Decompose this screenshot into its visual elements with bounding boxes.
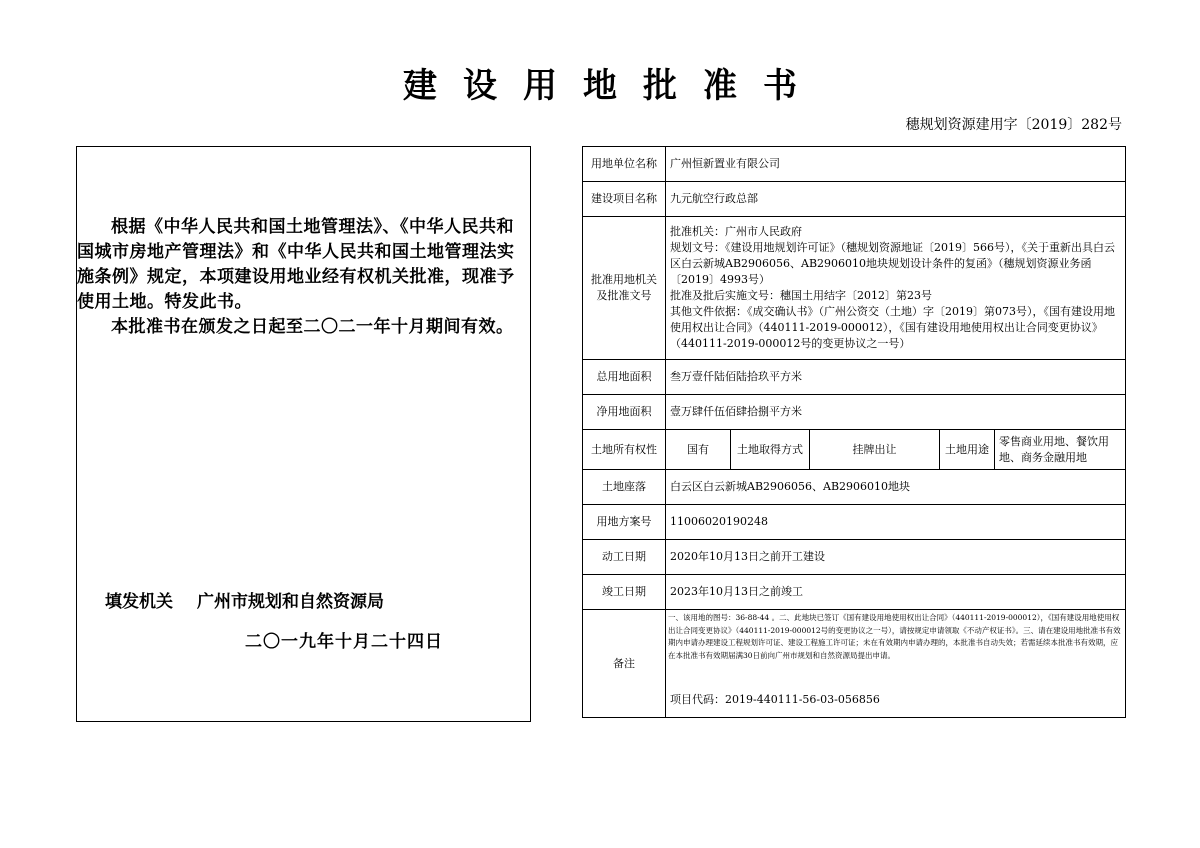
table-row — [583, 505, 1126, 540]
issuer-label: 填发机关 — [105, 592, 173, 612]
location-value: 白云区白云新城AB2906056、AB2906010地块 — [666, 470, 1126, 505]
usage-label: 土地用途 — [940, 430, 995, 470]
approval-label: 批准用地机关及批准文号 — [583, 217, 666, 360]
completion-date-label: 竣工日期 — [583, 575, 666, 610]
project-label: 建设项目名称 — [583, 182, 666, 217]
statement-paragraph-2: 本批准书在颁发之日起至二〇二一年十月期间有效。 — [111, 317, 514, 337]
planning-document-line: 规划文号：《建设用地规划许可证》（穗规划资源地证〔2019〕566号），《关于重新出具白云区白云新城AB2906056、AB2906010地块规划设计条件的复函》（穗规划资源业务函〔2019〕4993号） — [670, 241, 1115, 286]
total-area-label: 总用地面积 — [583, 360, 666, 395]
statement-paragraph-1: 根据《中华人民共和国土地管理法》、《中华人民共和国城市房地产管理法》和《中华人民共和国土地管理法实施条例》规定，本项建设用地业经有权机关批准，现准予使用土地。特发此书。 — [77, 217, 515, 312]
plan-number-value: 11006020190248 — [666, 505, 1126, 540]
land-user-value: 广州恒新置业有限公司 — [666, 147, 1126, 182]
project-code: 项目代码：2019-440111-56-03-056856 — [670, 693, 880, 706]
acquisition-value: 挂牌出让 — [810, 430, 940, 470]
issue-date: 二〇一九年十月二十四日 — [245, 632, 443, 652]
table-row — [583, 610, 1126, 718]
table-row — [583, 430, 1126, 470]
plan-number-label: 用地方案号 — [583, 505, 666, 540]
location-label: 土地座落 — [583, 470, 666, 505]
table-row — [583, 147, 1126, 182]
table-row — [583, 217, 1126, 360]
table-row — [583, 395, 1126, 430]
project-value: 九元航空行政总部 — [666, 182, 1126, 217]
issuer-name: 广州市规划和自然资源局 — [197, 592, 384, 612]
implementation-document-line: 批准及批后实施文号：穗国土用结字〔2012〕第23号 — [670, 289, 932, 302]
table-row — [583, 575, 1126, 610]
page-title: 建设用地批准书 — [403, 66, 823, 106]
land-details-table — [582, 146, 1126, 718]
acquisition-label: 土地取得方式 — [731, 430, 810, 470]
completion-date-value: 2023年10月13日之前竣工 — [666, 575, 1126, 610]
table-row — [583, 540, 1126, 575]
other-documents-line: 其他文件依据：《成交确认书》（广州公资交（土地）字〔2019〕第073号），《国有建设用地使用权出让合同》（440111-2019-000012），《国有建设用地使用权出让合同变更协议》（440111-2019-000012号的变更协议之一号） — [670, 305, 1115, 350]
table-row — [583, 360, 1126, 395]
net-area-label: 净用地面积 — [583, 395, 666, 430]
start-date-value: 2020年10月13日之前开工建设 — [666, 540, 1126, 575]
table-row — [583, 182, 1126, 217]
land-user-label: 用地单位名称 — [583, 147, 666, 182]
notes-label: 备注 — [583, 610, 666, 718]
notes-cell — [666, 610, 1126, 718]
table-row — [583, 470, 1126, 505]
net-area-value: 壹万肆仟伍佰肆拾捌平方米 — [666, 395, 1126, 430]
notes-text: 一、该用地的图号：36-88-44 。二、此地块已签订《国有建设用地使用权出让合同》（440111-2019-000012），《国有建设用地使用权出让合同变更协议》（440111-2019-000012号的变更协议之一号），请按规定申请领取《不动产权证书》。三、请在建设用地批准书有效期内申请办理建设工程规划许可证、建设工程施工许可证；未在有效期内申请办理的，本批准书自动失效；若需延续本批准书有效期，应在本批准书有效期届满30日前向广州市规划和自然资源局提出申请。 — [668, 613, 1121, 660]
issuing-authority — [105, 587, 384, 612]
usage-value: 零售商业用地、餐饮用地、商务金融用地 — [995, 430, 1126, 470]
approval-statement-panel — [76, 146, 531, 722]
approval-authority-line: 批准机关：广州市人民政府 — [670, 225, 802, 238]
document-number: 穗规划资源建用字〔2019〕282号 — [905, 117, 1122, 133]
approval-statement — [77, 215, 530, 340]
total-area-value: 叁万壹仟陆佰陆拾玖平方米 — [666, 360, 1126, 395]
approval-details — [666, 217, 1126, 360]
ownership-label: 土地所有权性 — [583, 430, 666, 470]
ownership-value: 国有 — [666, 430, 731, 470]
start-date-label: 动工日期 — [583, 540, 666, 575]
